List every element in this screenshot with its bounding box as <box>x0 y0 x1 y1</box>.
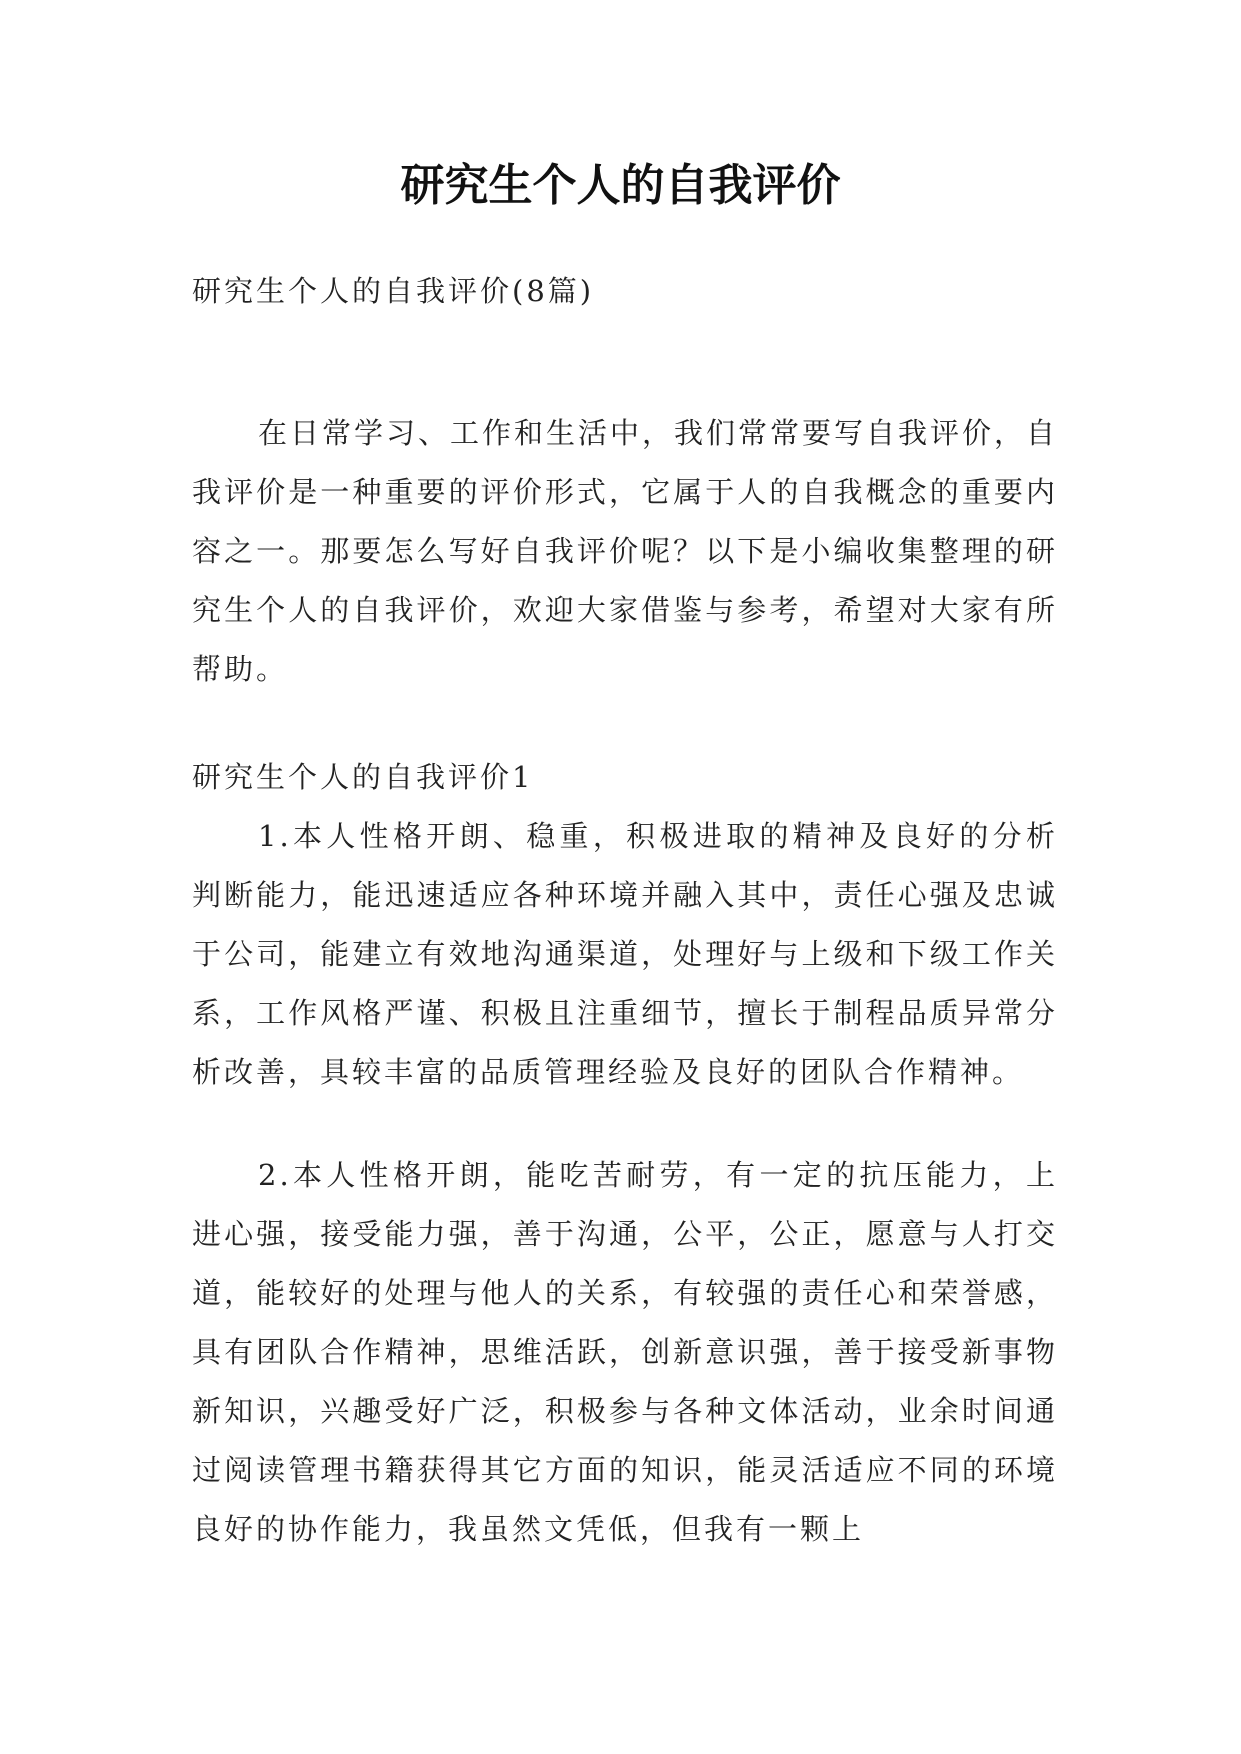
document-title: 研究生个人的自我评价 <box>400 160 841 211</box>
evaluation-item-1: 1.本人性格开朗、稳重，积极进取的精神及良好的分析判断能力，能迅速适应各种环境并融入其中，责任心强及忠诚于公司，能建立有效地沟通渠道，处理好与上级和下级工作关系，工作风格严谨、积极且注重细节，擅长于制程品质异常分析改善，具较丰富的品质管理经验及良好的团队合作精神。 <box>192 819 1058 1089</box>
intro-paragraph: 在日常学习、工作和生活中，我们常常要写自我评价，自我评价是一种重要的评价形式，它属于人的自我概念的重要内容之一。那要怎么写好自我评价呢？以下是小编收集整理的研究生个人的自我评价，欢迎大家借鉴与参考，希望对大家有所帮助。 <box>192 416 1059 686</box>
document-subtitle: 研究生个人的自我评价(8篇) <box>192 274 595 308</box>
evaluation-item-2: 2.本人性格开朗，能吃苦耐劳，有一定的抗压能力，上进心强，接受能力强，善于沟通，公平，公正，愿意与人打交道，能较好的处理与他人的关系，有较强的责任心和荣誉感，具有团队合作精神，思维活跃，创新意识强，善于接受新事物新知识，兴趣受好广泛，积极参与各种文体活动，业余时间通过阅读管理书籍获得其它方面的知识，能灵活适应不同的环境良好的协作能力，我虽然文凭低，但我有一颗上 <box>192 1158 1058 1546</box>
section-heading: 研究生个人的自我评价1 <box>192 760 534 794</box>
